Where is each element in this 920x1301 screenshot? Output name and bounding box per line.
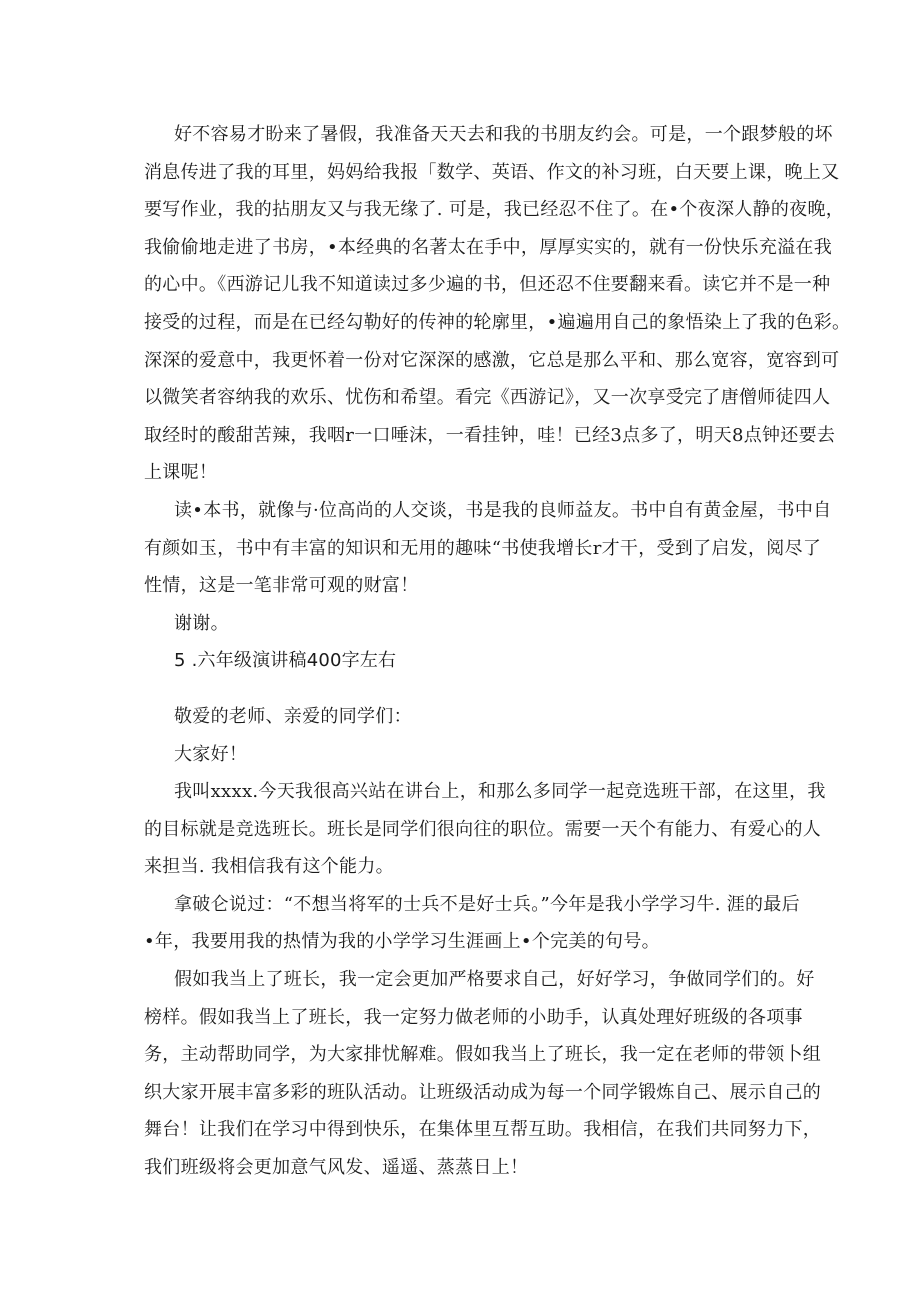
text-line: 读•本书，就像与·位高尚的人交谈，书是我的良师益友。书中自有黄金屋，书中自 [174, 499, 832, 521]
text-line: 取经时的酸甜苦辣，我咽r一口唾沫，一看挂钟，哇！已经3点多了，明天8点钟还要去 [144, 424, 836, 446]
text-line: 舞台！让我们在学习中得到快乐，在集体里互帮互助。我相信，在我们共同努力下， [144, 1119, 822, 1141]
text-line: 好不容易才盼来了暑假，我准备天天去和我的书朋友约会。可是，一个跟梦般的坏 [174, 124, 833, 145]
document-body [144, 116, 851, 1187]
text-line: 大家好！ [174, 743, 248, 765]
text-line: 谢谢。 [174, 612, 229, 634]
text-line: 我叫xxxx.今天我很高兴站在讲台上，和那么多同学一起竞选班干部，在这里，我 [174, 781, 826, 803]
text-line: 我偷偷地走进了书房，•本经典的名著太在手中，厚厚实实的，就有一份快乐充溢在我 [144, 236, 833, 258]
hello-line [144, 736, 784, 774]
paragraph-napoleon-quote [144, 886, 800, 961]
text-line: 的目标就是竞选班长。班长是同学们很向往的职位。需要一天个有能力、有爱心的人 [144, 818, 822, 840]
paragraph-introduction [144, 773, 826, 886]
section-heading: 5 .六年级演讲稿400字左右 [174, 650, 397, 672]
text-line: •年，我要用我的热情为我的小学学习生涯画上•个完美的句号。 [144, 931, 660, 953]
text-line: 我们班级将会更加意气风发、遥遥、蒸蒸日上！ [144, 1157, 529, 1179]
text-line: 上课呢！ [144, 462, 218, 484]
section-spacer [144, 680, 784, 698]
thanks-line [144, 605, 784, 643]
text-line: 消息传进了我的耳里，妈妈给我报「数学、英语、作文的补习班，白天要上课，晚上又 [144, 161, 840, 183]
text-line: 要写作业，我的拈朋友又与我无缘了. 可是，我已经忍不住了。在•个夜深人静的夜晚， [144, 199, 845, 221]
text-line: 性情，这是一笔非常可观的财富！ [144, 575, 419, 597]
text-line: 有颜如玉，书中有丰富的知识和无用的趣味“书使我增长r才干，受到了启发，阅尽了 [144, 537, 822, 559]
text-line: 接受的过程，而是在已经勾勒好的传神的轮廓里，•遍遍用自己的象悟染上了我的色彩。 [144, 311, 851, 333]
text-line: 假如我当上了班长，我一定会更加严格要求自己，好好学习，争做同学们的。好 [174, 969, 815, 991]
text-line: 务，主动帮助同学，为大家排忧解难。假如我当上了班长，我一定在老师的带领卜组 [144, 1044, 822, 1066]
text-line: 深深的爱意中，我更怀着一份对它深深的感激，它总是那么平和、那么宽容，宽容到可 [144, 349, 840, 371]
text-line: 以微笑者容纳我的欢乐、忧伤和希望。看完《西游记》，又一次享受完了唐僧师徒四人 [144, 387, 831, 409]
text-line: 敬爱的老师、亲爱的同学们： [174, 705, 412, 727]
text-line: 榜样。假如我当上了班长，我一定努力做老师的小助手，认真处理好班级的各项事 [144, 1006, 803, 1028]
paragraph-monitor-promise [144, 961, 822, 1187]
text-line: 来担当. 我相信我有这个能力。 [144, 856, 394, 878]
paragraph-book-value [144, 492, 832, 605]
text-line: 织大家开展丰富多彩的班队活动。让班级活动成为每一个同学锻炼自己、展示自己的 [144, 1081, 822, 1103]
greeting-line [144, 698, 784, 736]
text-line: 拿破仑说过：“不想当将军的士兵不是好士兵。”今年是我小学学习牛. 涯的最后 [174, 893, 800, 915]
paragraph-summer-reading [144, 116, 851, 492]
text-line: 的心中。《西游记儿我不知道读过多少遍的书，但还忍不住要翻来看。读它并不是一种 [144, 274, 831, 296]
